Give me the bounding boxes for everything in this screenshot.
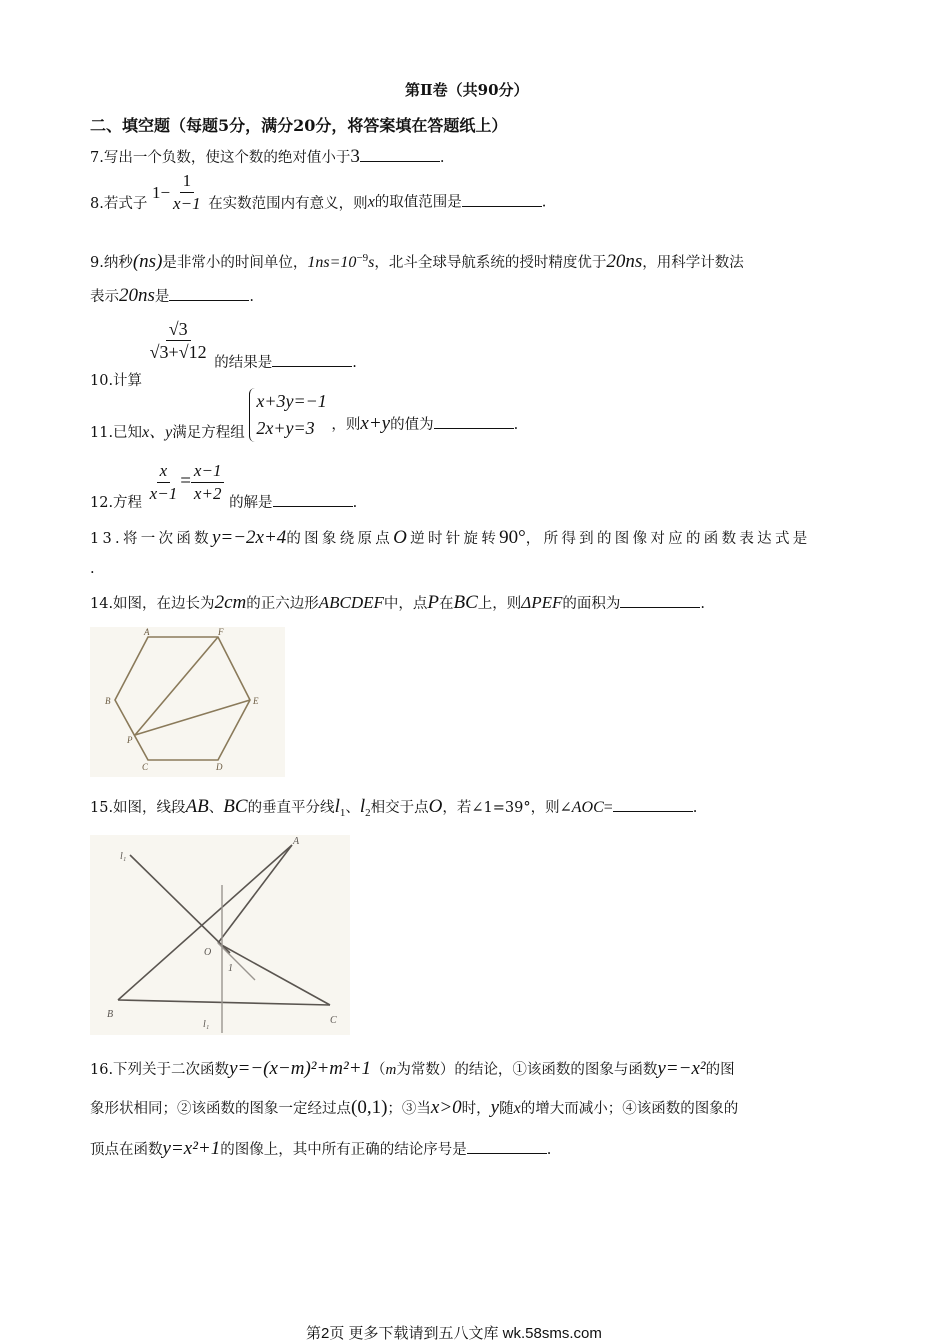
q14-d: 在 — [438, 596, 454, 612]
hexagon-diagram — [90, 627, 285, 777]
question-16-line-3 — [90, 1138, 551, 1160]
answer-blank — [272, 353, 352, 367]
q8-post: 的取值范围是 — [374, 194, 462, 211]
q12-end: . — [352, 494, 358, 511]
segment-pe — [135, 700, 250, 735]
q16-y: y — [490, 1097, 500, 1118]
label-l1: l₁ — [120, 851, 127, 862]
q8-end: . — [541, 194, 547, 211]
q14-f: 的面积为 — [562, 596, 621, 612]
q9-ns: (ns) — [132, 251, 163, 272]
q15-a: 15.如图，线段 — [90, 800, 186, 816]
q11-eq1: x+3y=−1 — [256, 391, 327, 411]
label-a: A — [144, 627, 150, 637]
label-l2: l₁ — [203, 1019, 210, 1030]
question-11 — [90, 388, 518, 442]
q12-n2: x−1 — [191, 460, 225, 483]
q11-post2: 的值为 — [390, 417, 434, 433]
question-16-line-1 — [90, 1058, 735, 1080]
q13-deg: 90° — [499, 527, 526, 548]
q13-end: . — [90, 561, 95, 577]
q9-l2-a: 表示 — [90, 289, 119, 305]
hexagon — [115, 637, 250, 760]
tick-mark — [218, 943, 255, 980]
q15-aoc: AOC — [571, 799, 604, 816]
answer-blank — [620, 594, 700, 608]
q16-l1-a: 16.下列关于二次函数 — [90, 1062, 230, 1078]
q16-l2-c: 时， — [461, 1101, 491, 1117]
hexagon-figure — [90, 627, 285, 777]
q12-d2: x+2 — [193, 484, 222, 503]
q9-end: . — [249, 289, 255, 305]
label-d: D — [216, 762, 223, 772]
q15-bc: BC — [223, 796, 248, 817]
label-a: A — [293, 836, 300, 847]
q16-m: m — [385, 1062, 397, 1078]
question-7 — [90, 146, 444, 168]
answer-blank — [273, 493, 353, 507]
q10-num: √3 — [166, 318, 191, 341]
q15-b: 的垂直平分线 — [247, 800, 335, 816]
q12-pre: 12.方程 — [90, 494, 143, 511]
q15-sep: 、 — [208, 800, 224, 816]
segment-oc — [218, 943, 330, 1005]
q16-l3-a: 顶点在函数 — [90, 1142, 163, 1158]
q9-l2-b: 是 — [154, 289, 170, 305]
q15-o: O — [428, 796, 443, 817]
page-footer: 第2页 更多下载请到五八文库 wk.58sms.com — [306, 1325, 602, 1342]
q12-n1: x — [157, 460, 171, 483]
question-12 — [90, 460, 358, 511]
section-heading: 二、填空题（每题5分，满分20分，将答案填在答题纸上） — [90, 116, 508, 135]
q16-l2-b: ；③当 — [387, 1101, 431, 1117]
q16-fn: y=−(x−m)²+m²+1 — [229, 1058, 372, 1079]
q16-x: x — [513, 1100, 521, 1117]
q16-l1-c: 为常数）的结论，①该函数的图象与函数 — [396, 1062, 658, 1078]
question-8 — [90, 171, 547, 225]
question-13 — [90, 527, 865, 549]
question-9-line-2 — [90, 285, 254, 307]
q16-l1-b: （ — [371, 1062, 386, 1078]
page-title: 第Ⅱ卷（共90分） — [405, 81, 529, 99]
bisector-diagram — [90, 835, 350, 1035]
q16-end: . — [546, 1142, 552, 1158]
q15-ab: AB — [185, 796, 209, 817]
answer-blank — [169, 287, 249, 301]
q14-tri: ΔPEF — [521, 593, 563, 612]
q13-fn: y=−2x+4 — [211, 527, 287, 548]
q11-end: . — [513, 417, 519, 433]
segment-pf — [135, 637, 218, 735]
q14-c: 中，点 — [383, 596, 428, 612]
q7-text: 7.写出一个负数，使这个数的绝对值小于 — [90, 150, 351, 166]
q13-a: 13.将一次函数 — [90, 531, 212, 547]
q13-o: O — [393, 527, 411, 548]
q9-l2-v: 20ns — [119, 285, 155, 306]
q8-mid: 在实数范围内有意义，则 — [208, 196, 368, 212]
q13-d: ，所得到的图像对应的函数表达式是 — [525, 531, 811, 547]
answer-blank — [360, 148, 440, 162]
q14-hex: ABCDEF — [318, 593, 384, 612]
label-e: E — [253, 696, 259, 706]
q14-end: . — [700, 596, 706, 612]
q9-c: ，北斗全球导航系统的授时精度优于 — [374, 255, 607, 271]
q16-fn2: y=−x² — [657, 1058, 706, 1079]
q16-l3-b: 的图像上，其中所有正确的结论序号是 — [220, 1142, 467, 1158]
q15-s2: 2 — [365, 806, 371, 819]
q14-bc: BC — [453, 592, 478, 613]
q10-end: . — [352, 354, 357, 371]
answer-blank — [462, 193, 542, 207]
q15-end: . — [692, 800, 698, 816]
question-10 — [90, 318, 357, 389]
line-l1 — [130, 855, 230, 953]
q14-len: 2cm — [214, 592, 247, 613]
label-b: B — [107, 1009, 114, 1020]
q8-expression — [152, 170, 204, 215]
q16-l1-d: 的图 — [705, 1062, 735, 1078]
q14-a: 14.如图，在边长为 — [90, 596, 215, 612]
label-f: F — [218, 627, 224, 637]
q15-l1: l — [334, 796, 340, 817]
q15-sep2: 、 — [345, 800, 360, 816]
segment-bc — [118, 1000, 330, 1005]
q10-fraction — [147, 318, 210, 363]
answer-blank — [613, 798, 693, 812]
q8-pre: 8.若式子 — [90, 196, 148, 212]
q11-eq2: 2x+y=3 — [256, 418, 315, 438]
q11-vars: x、y — [142, 424, 173, 441]
q15-d: ，若∠1=39°，则∠ — [442, 800, 572, 816]
q16-fn3: y=x²+1 — [162, 1138, 221, 1159]
q12-d1: x−1 — [149, 484, 178, 503]
label-b: B — [105, 696, 111, 706]
label-c: C — [330, 1015, 337, 1026]
q11-post1: ，则 — [331, 417, 361, 433]
segment-oa — [218, 845, 292, 943]
q11-mid: 满足方程组 — [172, 425, 245, 441]
q12-frac-left — [147, 460, 181, 505]
q8-frac-num: 1 — [180, 170, 195, 193]
question-15 — [90, 796, 697, 819]
q7-number: 3 — [350, 146, 360, 167]
q14-p: P — [427, 592, 439, 613]
q9-s: s — [368, 254, 375, 271]
q9-20ns: 20ns — [606, 251, 643, 272]
q9-d: ，用科学计数法 — [642, 255, 744, 271]
q16-l2-d: 随 — [499, 1101, 514, 1117]
q16-cond: x>0 — [430, 1097, 462, 1118]
label-c: C — [142, 762, 149, 772]
q12-eqs: = — [180, 470, 191, 492]
q8-frac-den: x−1 — [173, 194, 201, 213]
q11-pre: 11.已知 — [90, 425, 143, 441]
label-p: P — [127, 735, 133, 745]
q9-b: 是非常小的时间单位， — [162, 255, 308, 271]
q15-eq: = — [603, 799, 613, 816]
q15-s1: 1 — [339, 806, 346, 819]
q13-c: 逆时针旋转 — [410, 531, 500, 547]
label-o: O — [204, 947, 212, 958]
q14-b: 的正六边形 — [246, 596, 319, 612]
q9-eq: 1ns=10 — [307, 254, 357, 271]
label-angle-1: 1 — [228, 963, 233, 974]
q8-var: x — [367, 193, 375, 211]
q16-l2-a: 象形状相同；②该函数的图象一定经过点 — [90, 1101, 351, 1117]
question-14 — [90, 592, 705, 614]
q10-post: 的结果是 — [214, 354, 273, 371]
q16-pt: (0,1) — [351, 1097, 388, 1118]
q11-system — [249, 388, 326, 442]
q9-exp: −9 — [356, 252, 369, 265]
q10-den: √3+√12 — [149, 342, 207, 362]
answer-blank — [434, 415, 514, 429]
answer-blank — [467, 1140, 547, 1154]
q16-l2-e: 的增大而减小；④该函数的图象的 — [520, 1101, 739, 1117]
q8-fraction — [170, 170, 204, 215]
q13-b: 的图象绕原点 — [286, 531, 394, 547]
q15-c: 相交于点 — [370, 800, 429, 816]
q12-post: 的解是 — [229, 494, 273, 511]
q10-pre: 10.计算 — [90, 372, 143, 389]
bisector-figure — [90, 835, 350, 1035]
q14-e: 上，则 — [477, 596, 522, 612]
question-9-line-1 — [90, 251, 744, 273]
q9-a: 9.纳秒 — [90, 255, 133, 271]
q15-l2: l — [359, 796, 366, 817]
q11-expr: x+y — [360, 413, 391, 434]
q12-frac-right — [191, 460, 225, 505]
question-16-line-2 — [90, 1097, 738, 1119]
q7-end: . — [439, 150, 445, 166]
q8-frac-pre: 1− — [151, 182, 171, 202]
